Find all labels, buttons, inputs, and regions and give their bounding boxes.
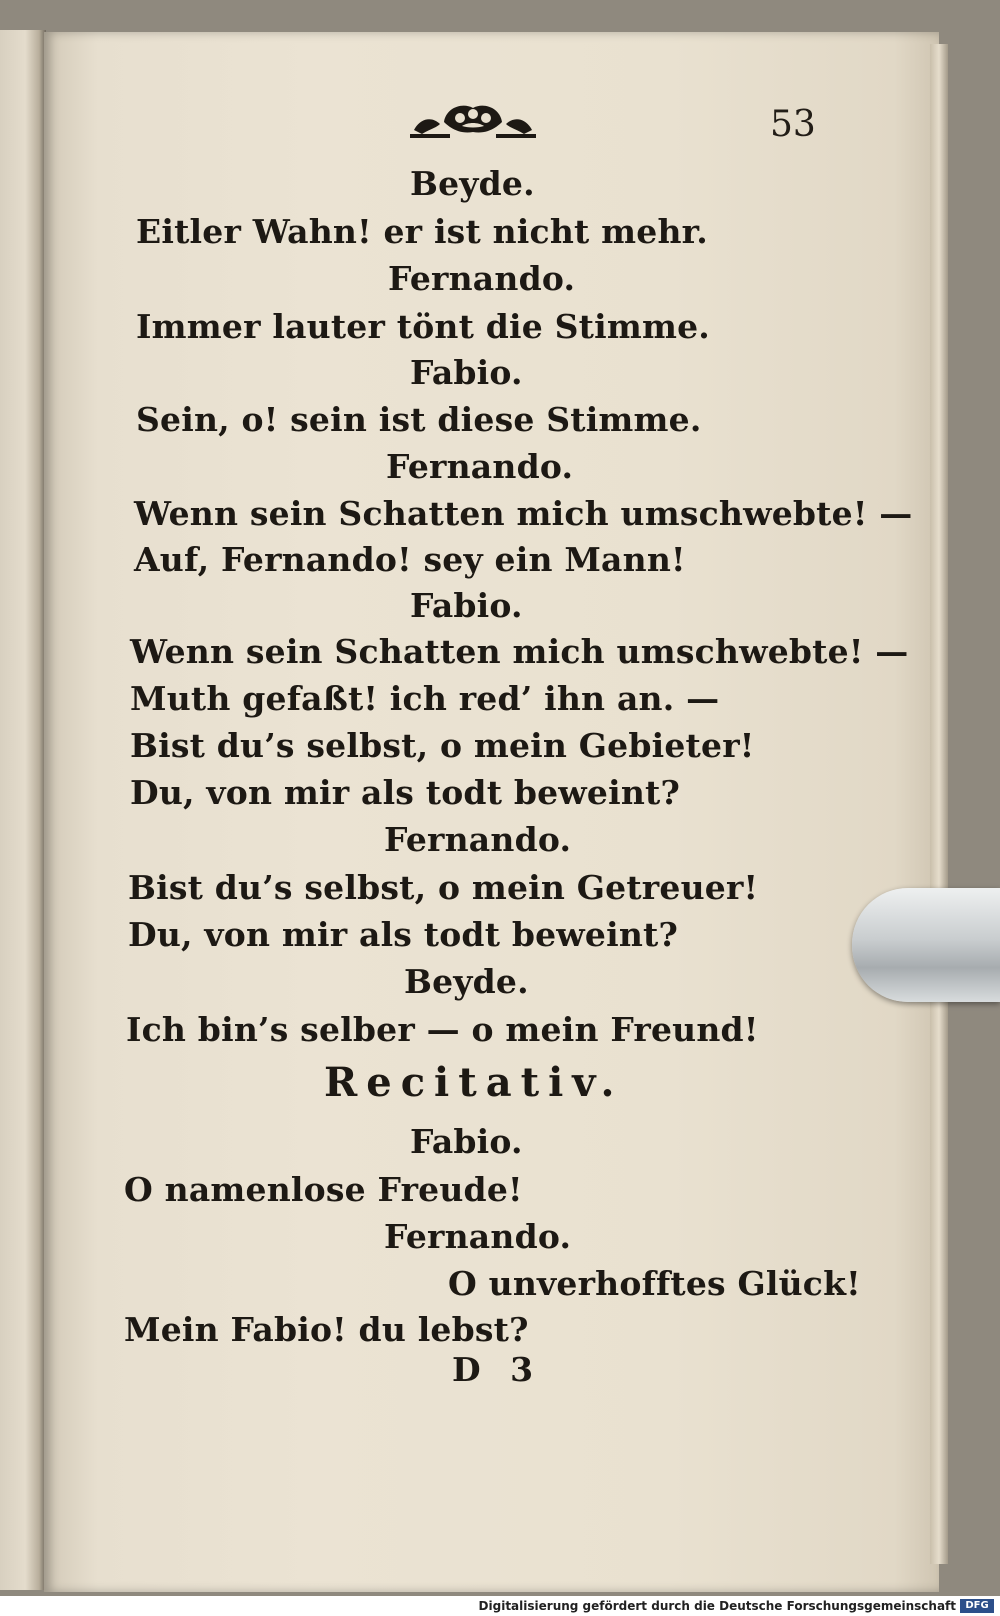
page-clip (852, 888, 1000, 1002)
dfg-logo: DFG (960, 1599, 994, 1613)
text-line-4: Immer lauter tönt die Stimme. (136, 307, 710, 346)
text-line-5: Fabio. (410, 353, 523, 392)
text-line-7: Fernando. (386, 447, 574, 486)
printers-ornament-icon (410, 100, 536, 142)
left-page-edge (0, 30, 46, 1590)
page-number: 53 (770, 104, 816, 145)
page-right-edge (930, 44, 948, 1564)
text-line-23: Fernando. (384, 1217, 572, 1256)
text-line-22: O namenlose Freude! (124, 1170, 523, 1209)
text-line-19: Ich bin’s selber — o mein Freund! (126, 1010, 759, 1049)
text-line-10: Fabio. (410, 586, 523, 625)
text-line-21: Fabio. (410, 1122, 523, 1161)
text-line-8: Wenn sein Schatten mich umschwebte! — (134, 494, 913, 533)
footer-credit: Digitalisierung gefördert durch die Deutsche Forschungsgemeinschaft (478, 1599, 956, 1613)
text-line-14: Du, von mir als todt beweint? (130, 773, 681, 812)
text-line-18: Beyde. (404, 962, 529, 1001)
recitativ-heading: Recitativ. (324, 1059, 624, 1106)
text-line-13: Bist du’s selbst, o mein Gebieter! (130, 726, 755, 765)
text-line-15: Fernando. (384, 820, 572, 859)
text-line-17: Du, von mir als todt beweint? (128, 915, 679, 954)
text-line-3: Fernando. (388, 259, 576, 298)
text-line-12: Muth gefaßt! ich red’ ihn an. — (130, 679, 720, 718)
footer-bar (0, 1596, 1000, 1616)
signature-mark: D 3 (452, 1350, 534, 1389)
text-line-24: O unverhofftes Glück! (448, 1264, 861, 1303)
text-line-11: Wenn sein Schatten mich umschwebte! — (130, 632, 909, 671)
text-line-6: Sein, o! sein ist diese Stimme. (136, 400, 702, 439)
text-line-16: Bist du’s selbst, o mein Getreuer! (128, 868, 759, 907)
text-line-1: Beyde. (410, 164, 535, 203)
text-line-9: Auf, Fernando! sey ein Mann! (134, 540, 686, 579)
text-line-2: Eitler Wahn! er ist nicht mehr. (136, 212, 708, 251)
text-line-25: Mein Fabio! du lebst? (124, 1310, 529, 1349)
